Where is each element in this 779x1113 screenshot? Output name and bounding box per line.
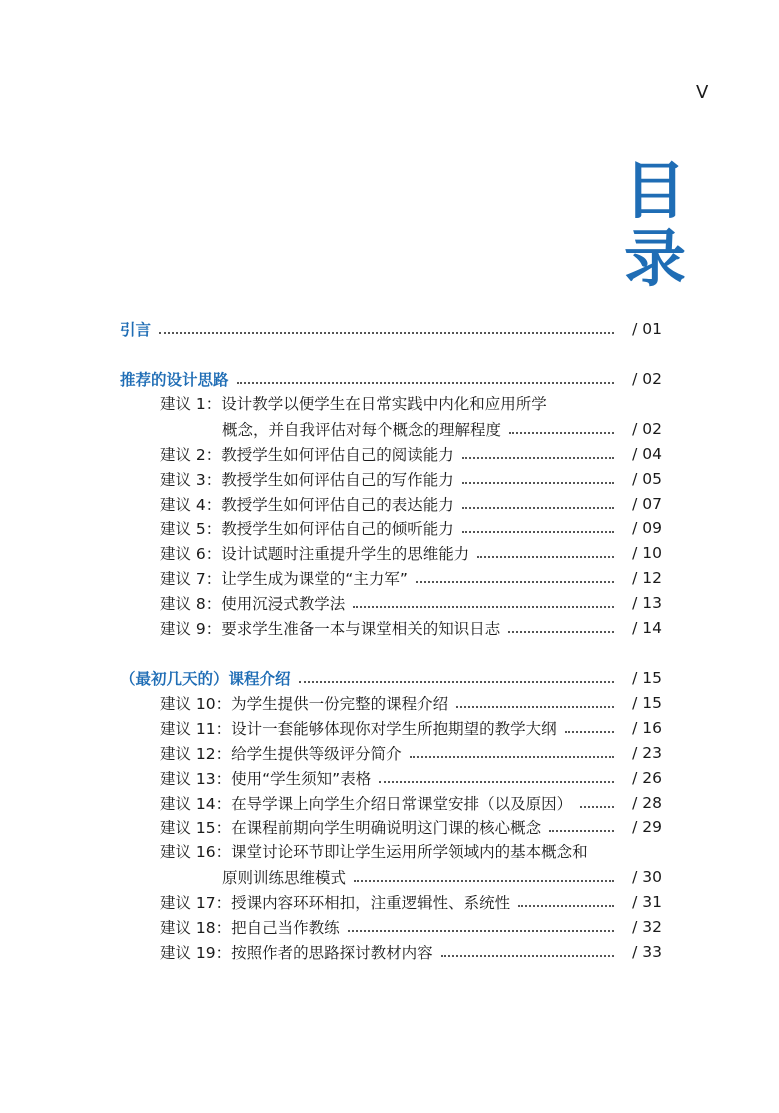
entry-title: 建议 6：设计试题时注重提升学生的思维能力 <box>160 545 470 564</box>
page-ref: / 02 <box>632 370 662 388</box>
page-ref: / 33 <box>632 942 662 961</box>
dot-leader <box>348 930 614 932</box>
toc-entry <box>160 815 662 839</box>
toc-entry <box>160 691 662 715</box>
dot-leader <box>237 382 614 384</box>
dot-leader <box>508 631 614 633</box>
dot-leader <box>549 830 614 832</box>
entry-title: 建议 19：按照作者的思路探讨教材内容 <box>160 943 433 962</box>
toc-entry <box>160 492 662 516</box>
page-ref: / 05 <box>632 469 662 488</box>
dot-leader <box>462 507 614 509</box>
entry-title: 建议 18：把自己当作教练 <box>160 919 340 937</box>
toc-entry <box>160 741 662 765</box>
section-heading <box>120 367 662 391</box>
contents-title-char-2: 录 <box>623 222 686 295</box>
page-ref: / 23 <box>632 743 662 762</box>
page-ref: / 15 <box>632 669 662 687</box>
toc-entry <box>160 915 662 939</box>
entry-title: 建议 4：教授学生如何评估自己的表达能力 <box>160 495 454 514</box>
page-ref: / 07 <box>632 494 662 513</box>
page-ref: / 31 <box>632 893 662 912</box>
dot-leader <box>565 731 614 733</box>
toc-entry <box>160 566 662 590</box>
page-ref: / 16 <box>632 718 662 737</box>
page-ref: / 26 <box>632 768 662 787</box>
entry-title: 建议 7：让学生成为课堂的“主力军” <box>160 570 408 589</box>
dot-leader <box>441 955 614 957</box>
entry-title: 原则训练思维模式 <box>222 869 347 888</box>
entry-title: 建议 2：教授学生如何评估自己的阅读能力 <box>160 445 454 464</box>
entry-title: 建议 12：给学生提供等级评分简介 <box>160 744 402 763</box>
entry-title: 建议 3：教授学生如何评估自己的写作能力 <box>160 470 454 489</box>
entry-title: 建议 17：授课内容环环相扣，注重逻辑性、系统性 <box>160 894 511 913</box>
entry-title: 建议 13：使用“学生须知”表格 <box>160 769 372 788</box>
page-ref: / 28 <box>632 793 662 812</box>
dot-leader <box>379 781 614 783</box>
toc-entry <box>160 766 662 790</box>
entry-title: 建议 11：设计一套能够体现你对学生所抱期望的教学大纲 <box>160 719 557 738</box>
toc-entry <box>222 865 662 889</box>
page-ref: / 01 <box>632 320 662 338</box>
section-title: （最初几天的）课程介绍 <box>120 670 291 688</box>
entry-title: 建议 16：课堂讨论环节即让学生运用所学领域内的基本概念和 <box>160 843 588 862</box>
dot-leader <box>410 756 614 758</box>
dot-leader <box>353 606 614 608</box>
page-ref: / 04 <box>632 444 662 463</box>
contents-title-char-1: 目 <box>623 154 686 227</box>
page-ref: / 15 <box>632 693 662 712</box>
page-ref: / 30 <box>632 868 662 887</box>
toc-entry <box>160 616 662 640</box>
dot-leader <box>159 332 614 334</box>
entry-title: 建议 1：设计教学以便学生在日常实践中内化和应用所学 <box>160 394 547 413</box>
dot-leader <box>462 531 614 533</box>
entry-title: 建议 15：在课程前期向学生明确说明这门课的核心概念 <box>160 819 542 838</box>
dot-leader <box>462 482 614 484</box>
toc-entry <box>160 940 662 964</box>
page-ref: / 12 <box>632 569 662 588</box>
entry-title: 建议 14：在导学课上向学生介绍日常课堂安排（以及原因） <box>160 794 573 813</box>
toc-entry <box>160 591 662 615</box>
dot-leader <box>518 905 614 907</box>
page-ref: / 29 <box>632 818 662 837</box>
toc-entry <box>160 442 662 466</box>
page-number: V <box>696 82 709 103</box>
page-ref: / 02 <box>632 419 662 438</box>
entry-title: 建议 8：使用沉浸式教学法 <box>160 595 346 614</box>
dot-leader <box>416 581 614 583</box>
toc-entry <box>160 541 662 565</box>
dot-leader <box>509 432 614 434</box>
section-heading <box>120 317 662 341</box>
toc-entry <box>160 467 662 491</box>
toc-entry <box>160 791 662 815</box>
page-ref: / 14 <box>632 619 662 637</box>
dot-leader <box>477 556 614 558</box>
page-ref: / 13 <box>632 594 662 613</box>
dot-leader <box>580 806 614 808</box>
toc-entry <box>160 516 662 540</box>
page-ref: / 10 <box>632 544 662 563</box>
section-heading <box>120 666 662 690</box>
section-title: 推荐的设计思路 <box>120 371 229 389</box>
toc-entry <box>222 417 662 441</box>
entry-title: 建议 10：为学生提供一份完整的课程介绍 <box>160 694 449 713</box>
entry-title: 建议 5：教授学生如何评估自己的倾听能力 <box>160 520 454 539</box>
toc-entry <box>160 890 662 914</box>
entry-title: 建议 9：要求学生准备一本与课堂相关的知识日志 <box>160 620 501 638</box>
section-title: 引言 <box>120 321 152 339</box>
dot-leader <box>354 880 614 882</box>
dot-leader <box>299 681 614 683</box>
entry-title: 概念，并自我评估对每个概念的理解程度 <box>222 420 502 439</box>
dot-leader <box>462 457 614 459</box>
dot-leader <box>456 706 614 708</box>
page-ref: / 09 <box>632 519 662 538</box>
page-ref: / 32 <box>632 918 662 936</box>
toc-entry <box>160 716 662 740</box>
